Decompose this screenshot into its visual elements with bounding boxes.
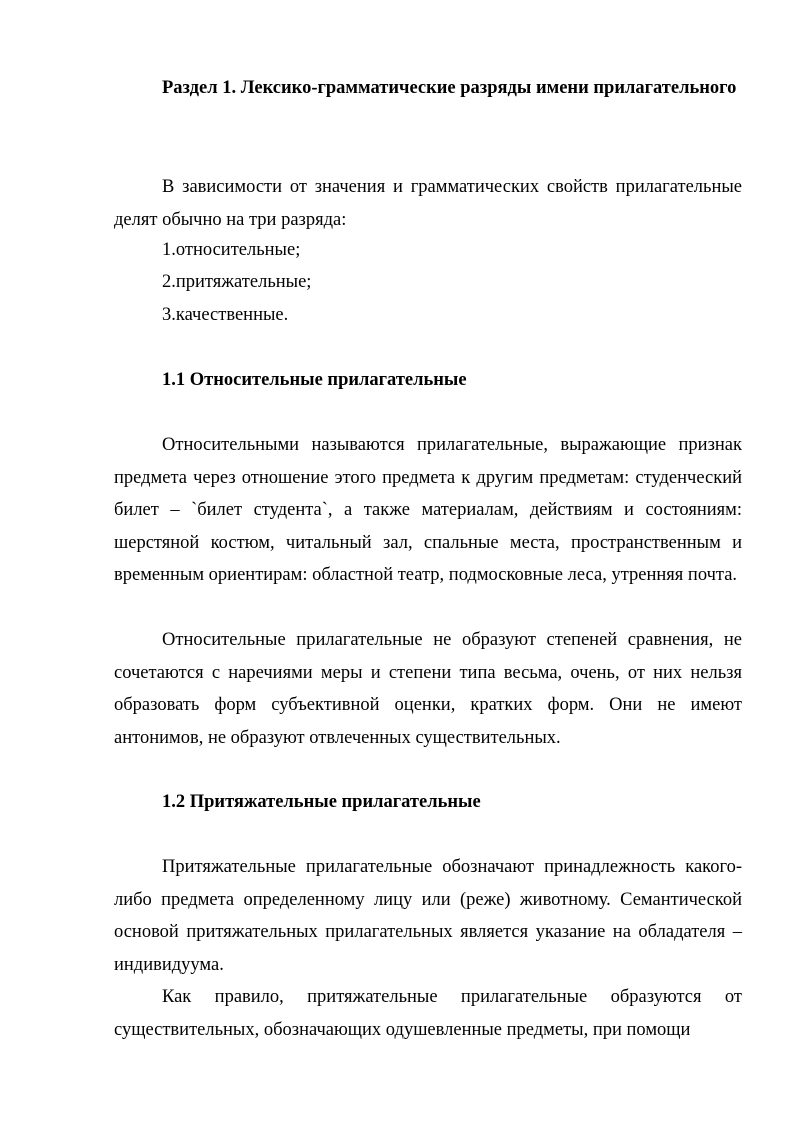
subsection-1-heading: 1.1 Относительные прилагательные [162,370,467,390]
subsection-1-paragraph-1: Относительными называются прилагательные, выражающие признак предмета через отношение этого предмета к другим предметам: студенческий билет – `билет студента`, а также материалам, действиям и состояниям: шерстяной костюм, читальный зал, спальные места, пространственным и временным ориентирам: областной театр, подмосковные леса, утренняя почта. [114,435,742,585]
subsection-1-paragraph-2: Относительные прилагательные не образуют степеней сравнения, не сочетаются с наречиями меры и степени типа весьма, очень, от них нельзя образовать форм субъективной оценки, кратких форм. Они не имеют антонимов, не образуют отвлеченных существительных. [114,630,742,748]
subsection-2-paragraph-1: Притяжательные прилагательные обозначают принадлежность какого-либо предмета определенному лицу или (реже) животному. Семантической основой притяжательных прилагательных является указание на обладателя – индивидуума. [114,857,742,975]
section-heading: Раздел 1. Лексико-грамматические разряды имени прилагательного [162,78,737,98]
list-item-possessive: 2.притяжательные; [162,272,312,292]
subsection-2-heading: 1.2 Притяжательные прилагательные [162,792,481,812]
intro-paragraph: В зависимости от значения и грамматических свойств прилагательные делят обычно на три разряда: [114,177,742,230]
list-item-relative: 1.относительные; [162,240,301,260]
subsection-2-paragraph-2: Как правило, притяжательные прилагательные образуются от существительных, обозначающих одушевленные предметы, при помощи [114,987,742,1040]
list-item-qualitative: 3.качественные. [162,305,289,325]
